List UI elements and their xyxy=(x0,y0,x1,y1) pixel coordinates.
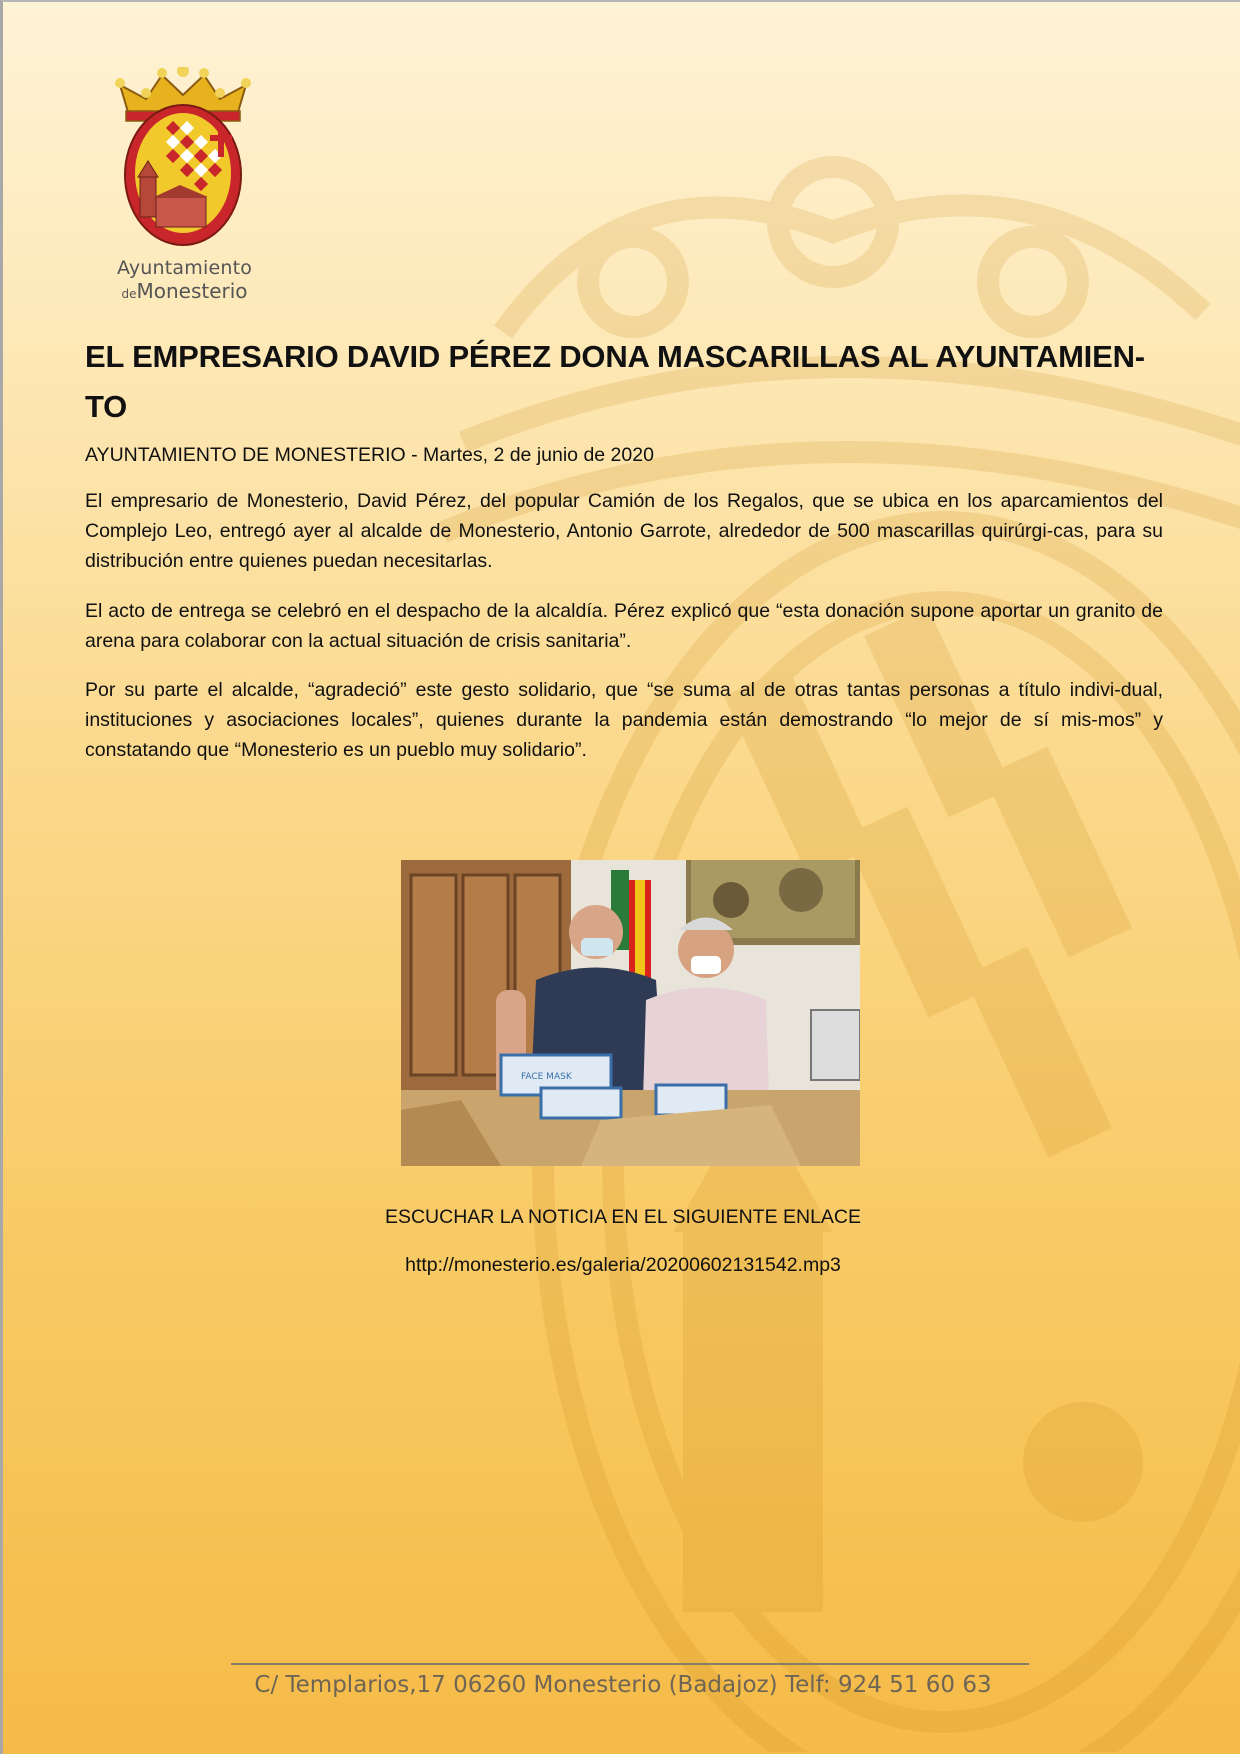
listen-label: ESCUCHAR LA NOTICIA EN EL SIGUIENTE ENLACE xyxy=(384,1206,862,1228)
coat-of-arms-icon xyxy=(108,67,258,252)
box-label-text: FACE MASK xyxy=(521,1072,572,1082)
footer-address: C/ Templarios,17 06260 Monesterio (Badajoz) Telf: 924 51 60 63 xyxy=(254,1672,992,1698)
photo-illustration xyxy=(401,860,860,1166)
article-dateline: AYUNTAMIENTO DE MONESTERIO - Martes, 2 de junio de 2020 xyxy=(85,444,654,466)
audio-link[interactable]: http://monesterio.es/galeria/20200602131542.mp3 xyxy=(405,1254,841,1276)
article-body xyxy=(85,332,1163,785)
article-title: EL EMPRESARIO DAVID PÉREZ DONA MASCARILLAS AL AYUNTAMIEN-TO xyxy=(85,339,1145,424)
municipality-logo xyxy=(108,67,258,307)
logo-line-2-small: de xyxy=(121,287,137,301)
article-paragraph-1: El empresario de Monesterio, David Pérez, del popular Camión de los Regalos, que se ubica en los aparcamientos del Complejo Leo, entregó ayer al alcalde de Monesterio, Antonio Garrote, alrededor de 500 mascarillas quirúrgi-cas, para su distribución entre quienes puedan necesitarlas. xyxy=(85,490,1163,572)
article-photo xyxy=(401,860,860,1166)
article-paragraph-2: El acto de entrega se celebró en el despacho de la alcaldía. Pérez explicó que “esta donación supone aportar un granito de arena para colaborar con la actual situación de crisis sanitaria”. xyxy=(85,599,1163,652)
footer-divider xyxy=(231,1663,1029,1665)
logo-line-2-main: Monesterio xyxy=(136,279,248,303)
logo-line-1: Ayuntamiento xyxy=(116,257,253,279)
article-paragraph-3: Por su parte el alcalde, “agradeció” este gesto solidario, que “se suma al de otras tantas personas a título indivi-dual, instituciones y asociaciones locales”, quienes durante la pandemia están demostrando “lo mejor de sí mis-mos” y constatando que “Monesterio es un pueblo muy solidario”. xyxy=(85,679,1163,761)
logo-line-2 xyxy=(112,279,257,303)
